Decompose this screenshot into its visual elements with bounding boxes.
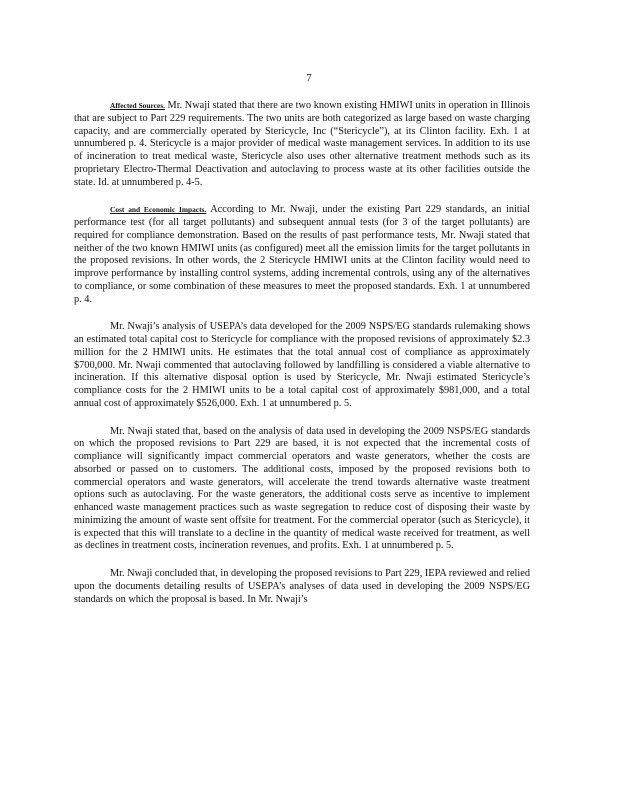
- section-heading-cost-economic-impacts: Cost and Economic Impacts.: [110, 205, 207, 215]
- paragraph-cost-economic-impacts: [74, 204, 530, 306]
- paragraph-text: Mr. Nwaji stated that there are two known existing HMIWI units in operation in Illinois that are subject to Part 229 requirements. The two units are both categorized as large based on waste charging capacity, and are commercially operated by Stericycle, Inc (“Stericycle”), at its Clinton facility. Exh. 1 at unnumbered p. 4. Stericycle is a major provider of medical waste management services. In addition to its use of incineration to treat medical waste, Stericycle also uses other alternative treatment methods such as its proprietary Electro-Thermal Deactivation and autoclaving to process waste at its other facilities outside the state. Id. at unnumbered p. 4-5.: [74, 100, 530, 188]
- paragraph-text: Mr. Nwaji’s analysis of USEPA’s data developed for the 2009 NSPS/EG standards rulemaking shows an estimated total capital cost to Stericycle for compliance with the proposed revisions of approximately $2.3 million for the 2 HMIWI units. He estimates that the total annual cost of compliance as approximately $700,000. Mr. Nwaji commented that autoclaving followed by landfilling is considered a viable alternative to incineration. If this alternative disposal option is used by Stericycle, Mr. Nwaji estimated Stericycle’s compliance costs for the 2 HMIWI units to be a total capital cost of approximately $981,000, and a total annual cost of approximately $526,000. Exh. 1 at unnumbered p. 5.: [74, 321, 530, 409]
- section-heading-affected-sources: Affected Sources.: [110, 101, 165, 110]
- paragraph-impact-expectation: [74, 426, 530, 554]
- paragraph-text: Mr. Nwaji concluded that, in developing the proposed revisions to Part 229, IEPA reviewed and relied upon the documents detailing results of USEPA’s analyses of data used in developing the 2009 NSPS/EG standards on which the proposal is based. In Mr. Nwaji’s: [74, 568, 530, 605]
- paragraph-text: According to Mr. Nwaji, under the existing Part 229 standards, an initial performance test (for all target pollutants) and subsequent annual tests (for 3 of the target pollutants) are required for compliance demonstration. Based on the results of past performance tests, Mr. Nwaji stated that neither of the two known HMIWI units (as configured) meet all the emission limits for the target pollutants in the proposed revisions. In other words, the 2 Stericycle HMIWI units at the Clinton facility would need to improve performance by installing control systems, adding incremental controls, using any of the alternatives to compliance, or some combination of these measures to meet the proposed standards. Exh. 1 at unnumbered p. 4.: [74, 204, 530, 305]
- paragraph-affected-sources: [74, 100, 530, 189]
- document-body: [74, 100, 530, 621]
- paragraph-cost-analysis: [74, 321, 530, 410]
- paragraph-text: Mr. Nwaji stated that, based on the analysis of data used in developing the 2009 NSPS/EG standards on which the proposed revisions to Part 229 are based, it is not expected that the incremental costs of compliance will significantly impact commercial operators and waste generators, whether the costs are absorbed or passed on to customers. The additional costs, imposed by the proposed revisions both to commercial operators and waste generators, will accelerate the trend towards alternative waste treatment options such as autoclaving. For the waste generators, the additional costs serve as incentive to implement enhanced waste management practices such as waste segregation to reduce cost of disposing their waste by minimizing the amount of waste sent offsite for treatment. For the commercial operator (such as Stericycle), it is expected that this will translate to a decline in the quantity of medical waste received for treatment, as well as declines in treatment costs, incineration revenues, and profits. Exh. 1 at unnumbered p. 5.: [74, 425, 530, 552]
- page-number: 7: [306, 72, 312, 84]
- paragraph-conclusion: [74, 568, 530, 606]
